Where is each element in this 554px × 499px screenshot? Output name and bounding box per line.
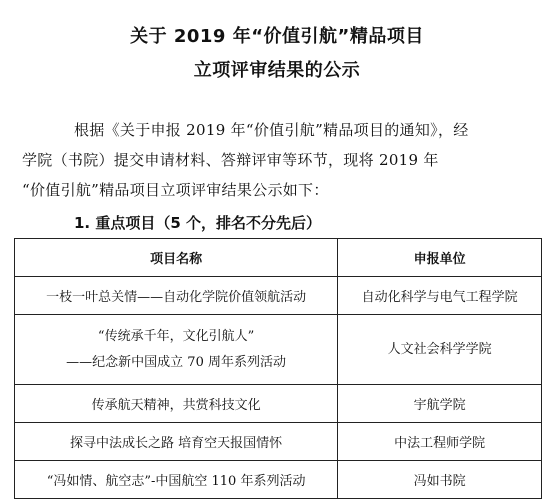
paragraph-line2: 学院（书院）提交申请材料、答辩评审等环节，现将 2019 年 bbox=[22, 151, 439, 169]
header-project-name: 项目名称 bbox=[15, 239, 338, 277]
document-title-line2: 立项评审结果的公示 bbox=[193, 60, 361, 81]
table-header-row bbox=[15, 239, 542, 277]
project-unit: 冯如书院 bbox=[338, 461, 542, 499]
project-unit: 人文社会科学学院 bbox=[338, 315, 542, 385]
section-heading: 1. 重点项目（5 个，排名不分先后） bbox=[74, 214, 322, 232]
project-name: 探寻中法成长之路 培育空天报国情怀 bbox=[15, 423, 338, 461]
projects-table bbox=[14, 238, 542, 499]
header-unit: 申报单位 bbox=[338, 239, 542, 277]
table-row bbox=[15, 385, 542, 423]
table-row bbox=[15, 423, 542, 461]
project-name: 传承航天精神，共赏科技文化 bbox=[15, 385, 338, 423]
paragraph-line1: 根据《关于申报 2019 年“价值引航”精品项目的通知》，经 bbox=[74, 121, 469, 139]
project-unit: 自动化科学与电气工程学院 bbox=[338, 277, 542, 315]
table-row bbox=[15, 315, 542, 385]
paragraph-line3: “价值引航”精品项目立项评审结果公示如下： bbox=[22, 181, 329, 199]
project-name: 一枝一叶总关情——自动化学院价值领航活动 bbox=[15, 277, 338, 315]
project-unit: 中法工程师学院 bbox=[338, 423, 542, 461]
document-title-line1: 关于 2019 年“价值引航”精品项目 bbox=[130, 26, 424, 47]
project-name: “冯如情、航空志”-中国航空 110 年系列活动 bbox=[15, 461, 338, 499]
table-row bbox=[15, 277, 542, 315]
project-name-cell bbox=[15, 315, 338, 385]
project-unit: 宇航学院 bbox=[338, 385, 542, 423]
project-name-subtitle: ——纪念新中国成立 70 周年系列活动 bbox=[66, 354, 286, 370]
table-row bbox=[15, 461, 542, 499]
project-name: “传统承千年，文化引航人” bbox=[97, 328, 255, 344]
